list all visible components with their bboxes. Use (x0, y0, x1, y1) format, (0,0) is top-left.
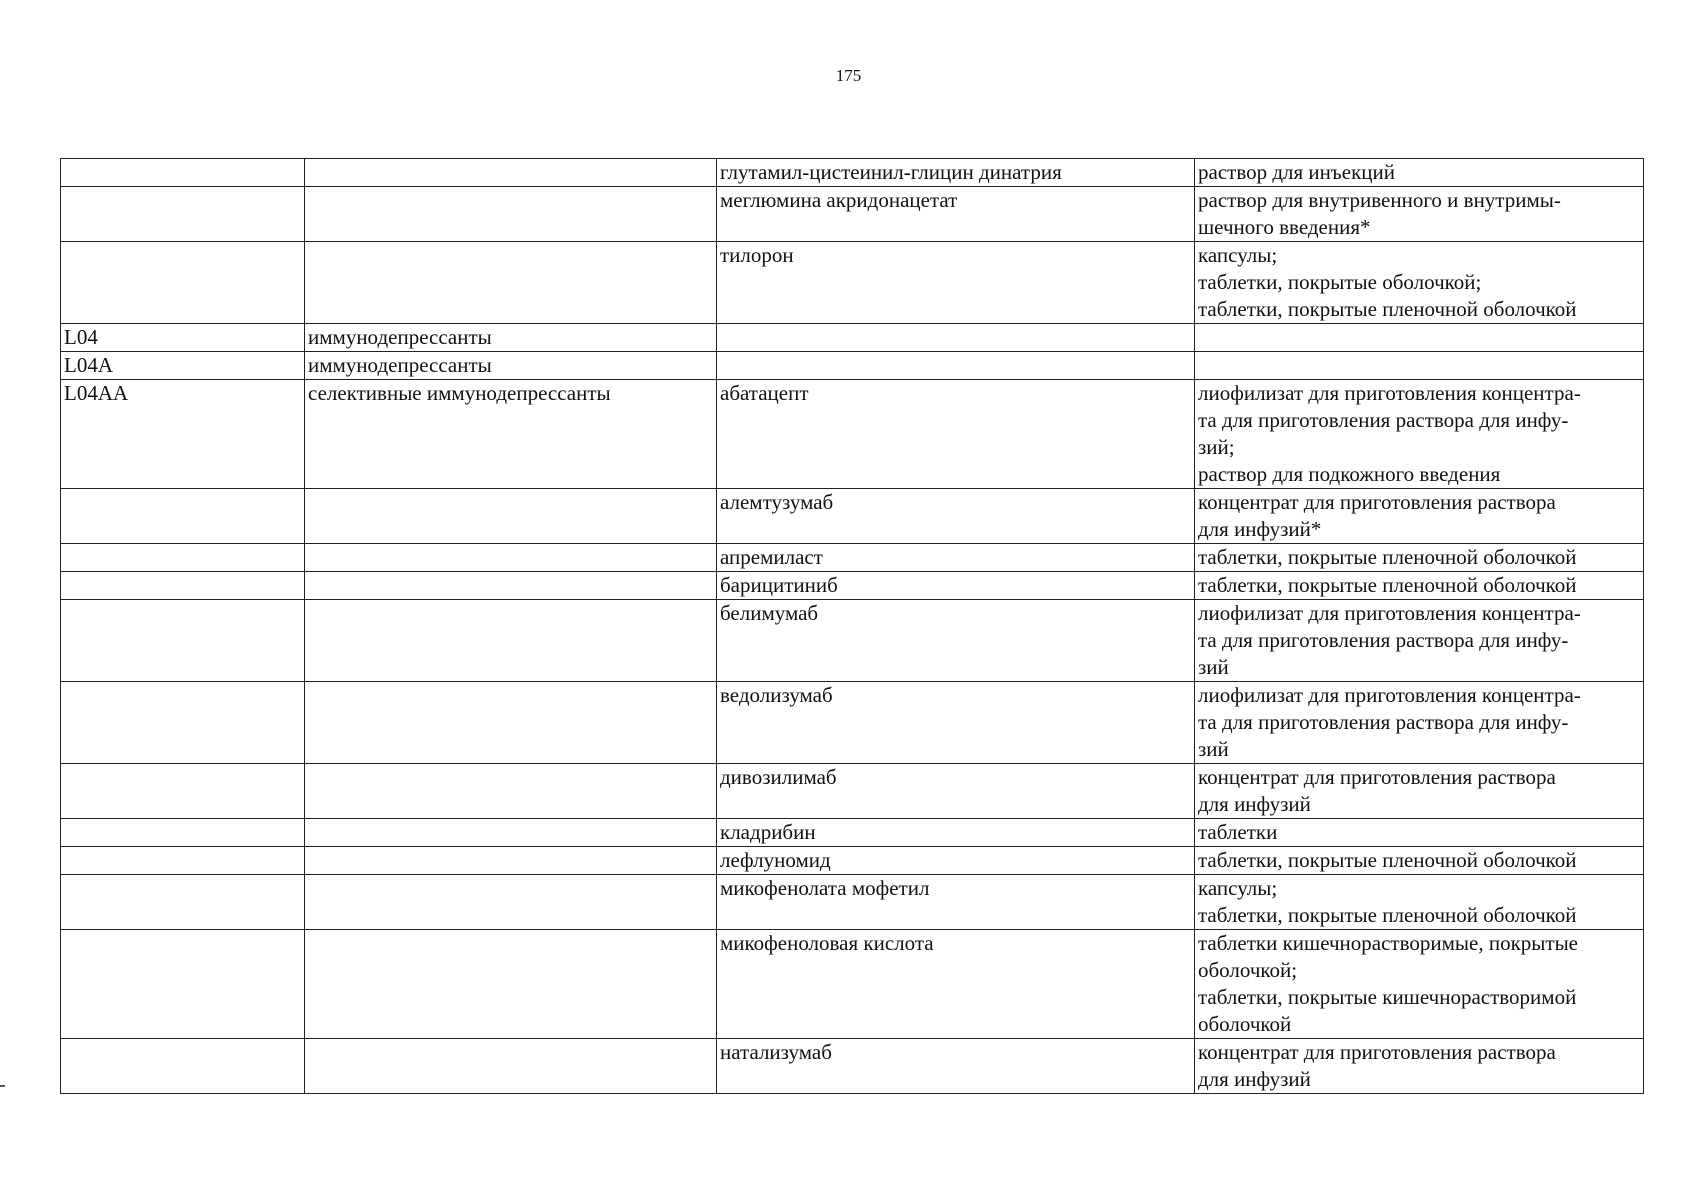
drug-name-cell (717, 324, 1195, 352)
group-name-cell: иммунодепрессанты (305, 352, 717, 380)
medicines-table (60, 158, 1644, 1094)
table-row (61, 764, 1644, 819)
table-row (61, 324, 1644, 352)
table-row (61, 242, 1644, 324)
dosage-form-line: лиофилизат для приготовления концентра- (1198, 601, 1581, 625)
group-name-cell: иммунодепрессанты (305, 324, 717, 352)
dosage-form-line: та для приготовления раствора для инфу- (1198, 710, 1569, 734)
group-name-cell (305, 764, 717, 819)
dosage-form-line: концентрат для приготовления раствора (1198, 1040, 1556, 1064)
group-name-cell (305, 930, 717, 1039)
dosage-form-cell (1195, 764, 1644, 819)
dosage-form-cell (1195, 682, 1644, 764)
dosage-form-line: таблетки, покрытые пленочной оболочкой (1198, 297, 1577, 321)
dosage-form-line: лиофилизат для приготовления концентра- (1198, 683, 1581, 707)
dosage-form-line: таблетки (1198, 820, 1278, 844)
dosage-form-cell (1195, 600, 1644, 682)
dosage-form-line: раствор для инъекций (1198, 160, 1395, 184)
table-row (61, 1039, 1644, 1094)
dosage-form-line: капсулы; (1198, 876, 1278, 900)
table-row (61, 572, 1644, 600)
group-name-cell (305, 682, 717, 764)
drug-name-cell: белимумаб (717, 600, 1195, 682)
atc-code-cell (61, 930, 305, 1039)
dosage-form-line: зий; (1198, 435, 1235, 459)
dosage-form-line: лиофилизат для приготовления концентра- (1198, 381, 1581, 405)
dosage-form-line: концентрат для приготовления раствора (1198, 490, 1556, 514)
dosage-form-line: раствор для внутривенного и внутримы- (1198, 188, 1561, 212)
atc-code-cell (61, 764, 305, 819)
group-name-cell (305, 875, 717, 930)
atc-code-cell (61, 1039, 305, 1094)
atc-code-cell (61, 682, 305, 764)
atc-code-cell (61, 242, 305, 324)
drug-name-cell: барицитиниб (717, 572, 1195, 600)
dosage-form-line: таблетки, покрытые пленочной оболочкой (1198, 573, 1577, 597)
group-name-cell (305, 572, 717, 600)
table-row (61, 682, 1644, 764)
dosage-form-line: таблетки кишечнорастворимые, покрытые (1198, 931, 1578, 955)
dosage-form-line: для инфузий* (1198, 517, 1322, 541)
dosage-form-line: таблетки, покрытые кишечнорастворимой (1198, 985, 1577, 1009)
table-row (61, 875, 1644, 930)
dosage-form-line: таблетки, покрытые пленочной оболочкой (1198, 848, 1577, 872)
table-row (61, 847, 1644, 875)
drug-name-cell: лефлуномид (717, 847, 1195, 875)
drug-name-cell: тилорон (717, 242, 1195, 324)
dosage-form-cell (1195, 819, 1644, 847)
dosage-form-line: оболочкой (1198, 1012, 1292, 1036)
table-row (61, 544, 1644, 572)
dosage-form-cell (1195, 1039, 1644, 1094)
atc-code-cell (61, 187, 305, 242)
atc-code-cell (61, 159, 305, 187)
drug-name-cell: абатацепт (717, 380, 1195, 489)
table-row (61, 930, 1644, 1039)
atc-code-cell: L04A (61, 352, 305, 380)
dosage-form-cell (1195, 544, 1644, 572)
dosage-form-line: зий (1198, 737, 1229, 761)
drug-name-cell: микофенолата мофетил (717, 875, 1195, 930)
dosage-form-line: раствор для подкожного введения (1198, 462, 1501, 486)
drug-name-cell (717, 352, 1195, 380)
group-name-cell: селективные иммунодепрессанты (305, 380, 717, 489)
table-row (61, 380, 1644, 489)
dosage-form-line: таблетки, покрытые оболочкой; (1198, 270, 1482, 294)
atc-code-cell (61, 572, 305, 600)
drug-name-cell: меглюмина акридонацетат (717, 187, 1195, 242)
dosage-form-line: для инфузий (1198, 1067, 1311, 1091)
dosage-form-line: шечного введения* (1198, 215, 1371, 239)
atc-code-cell (61, 600, 305, 682)
dosage-form-cell (1195, 847, 1644, 875)
table-body (61, 159, 1644, 1094)
table-row (61, 819, 1644, 847)
group-name-cell (305, 187, 717, 242)
group-name-cell (305, 544, 717, 572)
drug-name-cell: микофеноловая кислота (717, 930, 1195, 1039)
atc-code-cell (61, 875, 305, 930)
table-row (61, 600, 1644, 682)
page-number: 175 (835, 66, 862, 85)
table-row (61, 159, 1644, 187)
drug-name-cell: алемтузумаб (717, 489, 1195, 544)
dosage-form-cell (1195, 875, 1644, 930)
group-name-cell (305, 819, 717, 847)
table-row (61, 489, 1644, 544)
dosage-form-line: оболочкой; (1198, 958, 1298, 982)
scan-mark (0, 1085, 5, 1087)
dosage-form-line: концентрат для приготовления раствора (1198, 765, 1556, 789)
dosage-form-line: таблетки, покрытые пленочной оболочкой (1198, 545, 1577, 569)
dosage-form-line: та для приготовления раствора для инфу- (1198, 408, 1569, 432)
atc-code-cell (61, 819, 305, 847)
table-row (61, 187, 1644, 242)
table-row (61, 352, 1644, 380)
dosage-form-cell (1195, 380, 1644, 489)
atc-code-cell (61, 544, 305, 572)
dosage-form-line: для инфузий (1198, 792, 1311, 816)
atc-code-cell (61, 847, 305, 875)
drug-name-cell: кладрибин (717, 819, 1195, 847)
dosage-form-line: та для приготовления раствора для инфу- (1198, 628, 1569, 652)
dosage-form-cell (1195, 187, 1644, 242)
group-name-cell (305, 600, 717, 682)
dosage-form-line: зий (1198, 655, 1229, 679)
drug-name-cell: апремиласт (717, 544, 1195, 572)
dosage-form-cell (1195, 159, 1644, 187)
dosage-form-cell (1195, 489, 1644, 544)
dosage-form-cell (1195, 930, 1644, 1039)
drug-name-cell: дивозилимаб (717, 764, 1195, 819)
group-name-cell (305, 489, 717, 544)
atc-code-cell: L04 (61, 324, 305, 352)
dosage-form-cell (1195, 242, 1644, 324)
group-name-cell (305, 159, 717, 187)
dosage-form-line: капсулы; (1198, 243, 1278, 267)
drug-name-cell: натализумаб (717, 1039, 1195, 1094)
atc-code-cell: L04AA (61, 380, 305, 489)
dosage-form-cell (1195, 352, 1644, 380)
dosage-form-cell (1195, 572, 1644, 600)
group-name-cell (305, 847, 717, 875)
dosage-form-line: таблетки, покрытые пленочной оболочкой (1198, 903, 1577, 927)
group-name-cell (305, 1039, 717, 1094)
drug-name-cell: ведолизумаб (717, 682, 1195, 764)
dosage-form-cell (1195, 324, 1644, 352)
atc-code-cell (61, 489, 305, 544)
drug-name-cell: глутамил-цистеинил-глицин динатрия (717, 159, 1195, 187)
group-name-cell (305, 242, 717, 324)
